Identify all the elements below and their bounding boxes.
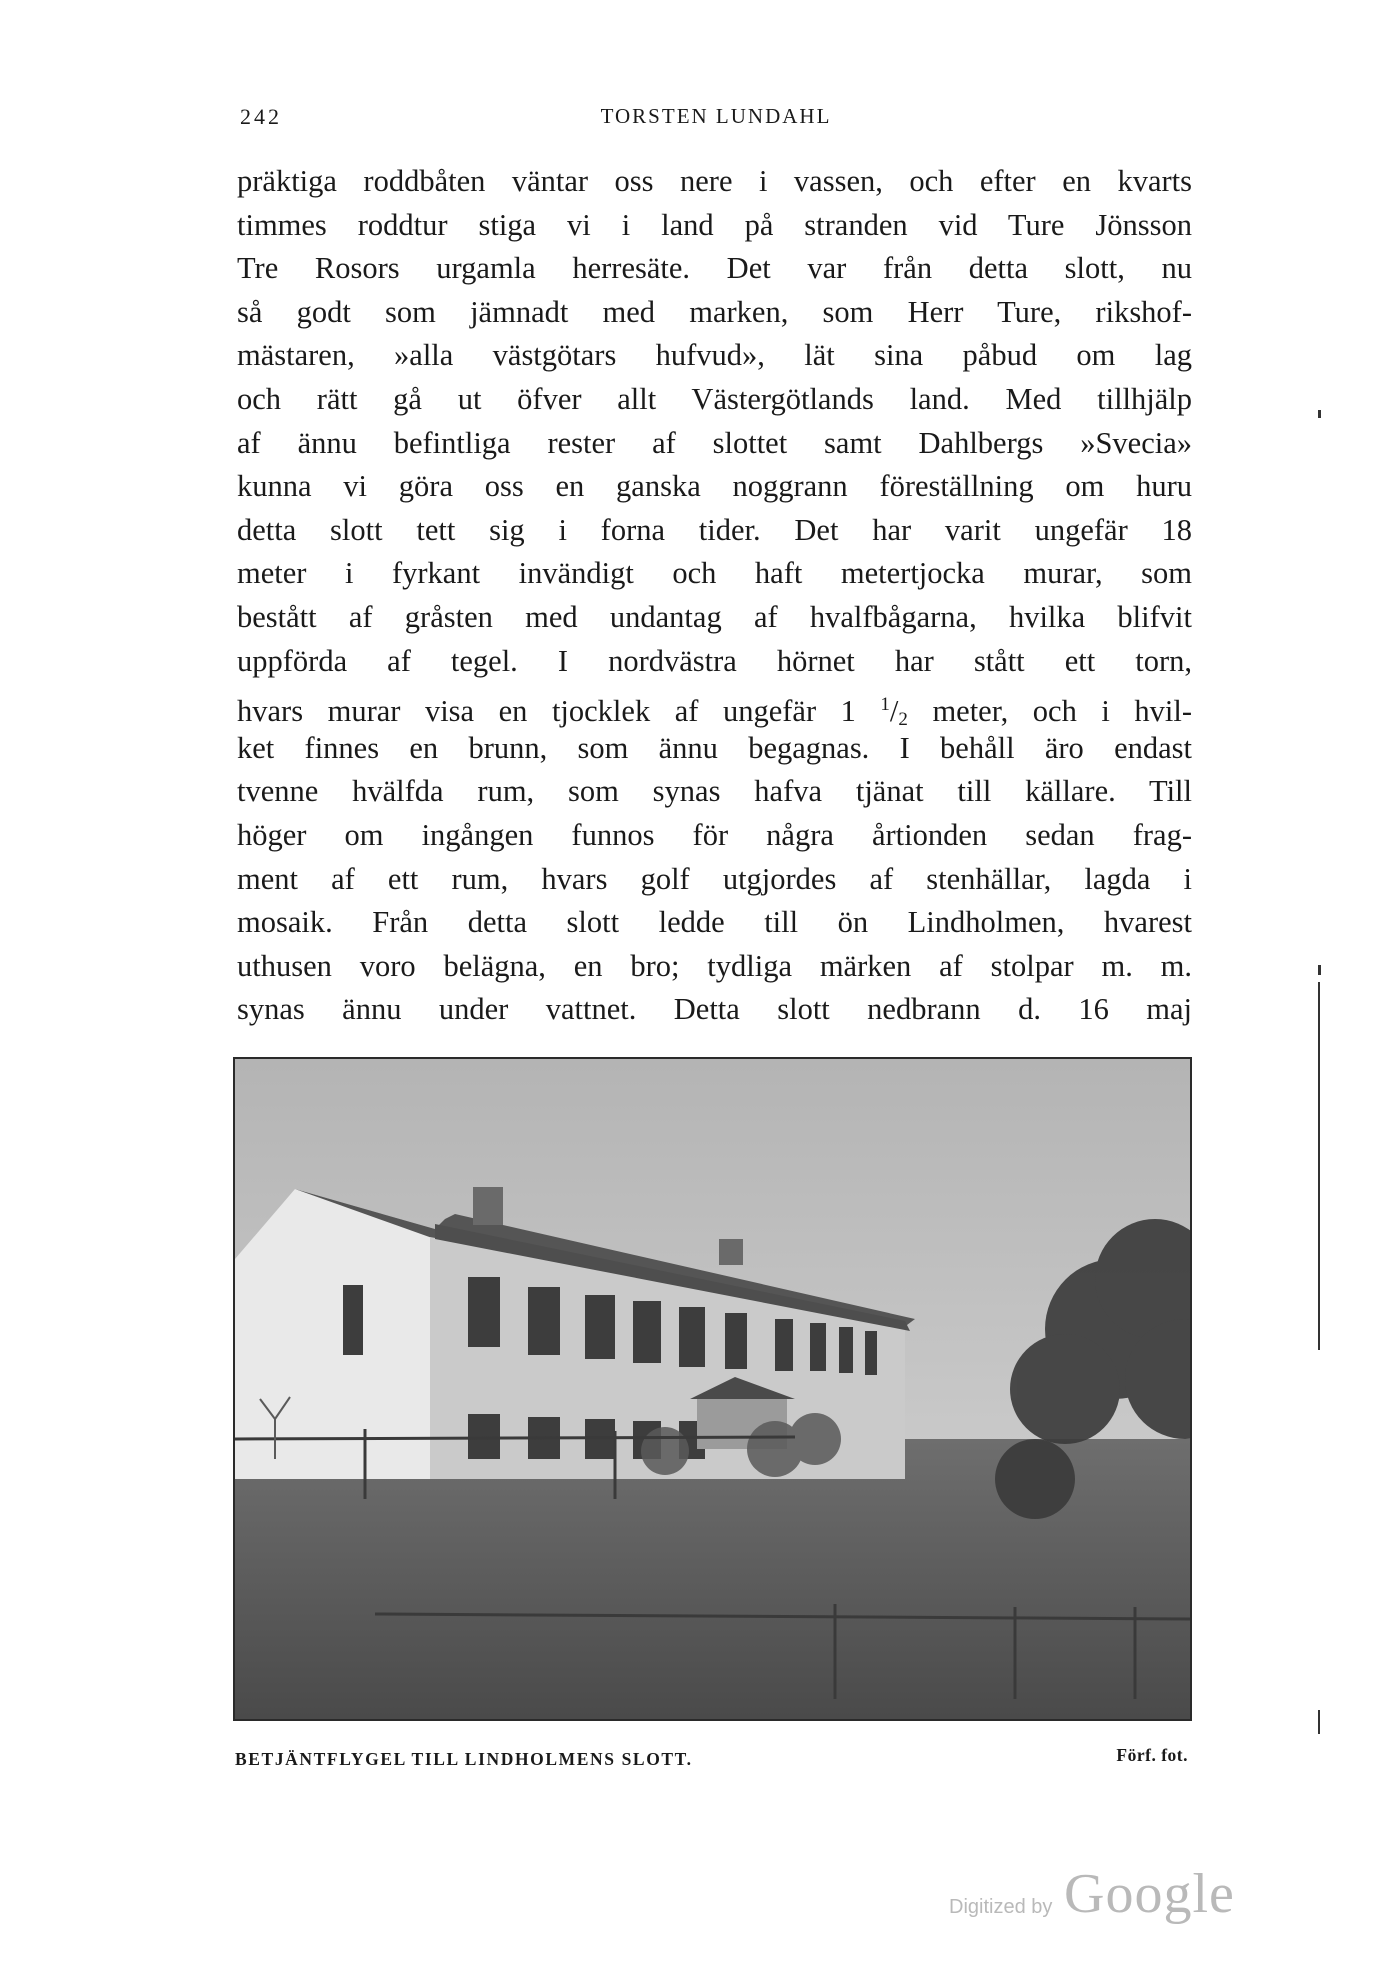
body-line: mästaren, »alla västgötars hufvud», lät sina påbud om lag: [237, 338, 1192, 373]
page-number: 242: [240, 104, 282, 129]
photograph: [233, 1057, 1192, 1721]
google-logo-text: Google: [1064, 1863, 1235, 1925]
body-line-fraction: [237, 683, 1192, 731]
body-line: timmes roddtur stiga vi i land på stranden vid Ture Jönsson: [237, 207, 1192, 242]
margin-mark: [1318, 410, 1321, 418]
body-line: höger om ingången funnos för några årtionden sedan frag-: [237, 817, 1192, 852]
margin-mark: [1318, 982, 1320, 1350]
body-line: så godt som jämnadt med marken, som Herr Ture, rikshof-: [237, 294, 1192, 329]
body-line: ment af ett rum, hvars golf utgjordes af stenhällar, lagda i: [237, 861, 1192, 896]
body-line: mosaik. Från detta slott ledde till ön Lindholmen, hvarest: [237, 905, 1192, 940]
body-line: tvenne hvälfda rum, som synas hafva tjänat till källare. Till: [237, 774, 1192, 809]
body-line: af ännu befintliga rester af slottet samt Dahlbergs »Svecia»: [237, 425, 1192, 460]
body-line: detta slott tett sig i forna tider. Det har varit ungefär 18: [237, 512, 1192, 547]
figure-caption-row: [235, 1745, 1192, 1775]
body-line: synas ännu under vattnet. Detta slott nedbrann d. 16 maj: [237, 992, 1192, 1027]
running-head: [240, 104, 1192, 134]
body-line: Tre Rosors urgamla herresäte. Det var från detta slott, nu: [237, 251, 1192, 286]
fraction-denominator: 2: [898, 709, 908, 731]
fraction-numerator: 1: [880, 694, 890, 716]
fraction-line-before: hvars murar visa en tjocklek af ungefär 1: [237, 694, 881, 729]
body-line: och rätt gå ut öfver allt Västergötlands land. Med tillhjälp: [237, 381, 1192, 416]
fraction-slash: /: [889, 694, 899, 729]
figure-caption: BETJÄNTFLYGEL TILL LINDHOLMENS SLOTT.: [235, 1749, 693, 1769]
body-line: uthusen voro belägna, en bro; tydliga märken af stolpar m. m.: [237, 948, 1192, 983]
photo-building-scene: [235, 1059, 1190, 1719]
photo-credit: Förf. fot.: [1116, 1745, 1188, 1765]
digitized-by-google-watermark: [949, 1862, 1249, 1932]
margin-mark: [1318, 1710, 1320, 1734]
body-text: [237, 160, 1192, 1032]
header-title: TORSTEN LUNDAHL: [600, 104, 832, 128]
body-line: meter i fyrkant invändigt och haft metertjocka murar, som: [237, 556, 1192, 591]
fraction-line-after: meter, och i hvil-: [907, 694, 1192, 729]
body-line: ket finnes en brunn, som ännu begagnas. I behåll äro endast: [237, 730, 1192, 765]
body-line: kunna vi göra oss en ganska noggrann föreställning om huru: [237, 469, 1192, 504]
body-line: uppförda af tegel. I nordvästra hörnet har stått ett torn,: [237, 643, 1192, 678]
body-line: präktiga roddbåten väntar oss nere i vassen, och efter en kvarts: [237, 164, 1192, 198]
margin-mark: [1318, 965, 1321, 975]
digitized-by-label: Digitized by: [949, 1896, 1053, 1918]
body-line: bestått af gråsten med undantag af hvalfbågarna, hvilka blifvit: [237, 599, 1192, 634]
